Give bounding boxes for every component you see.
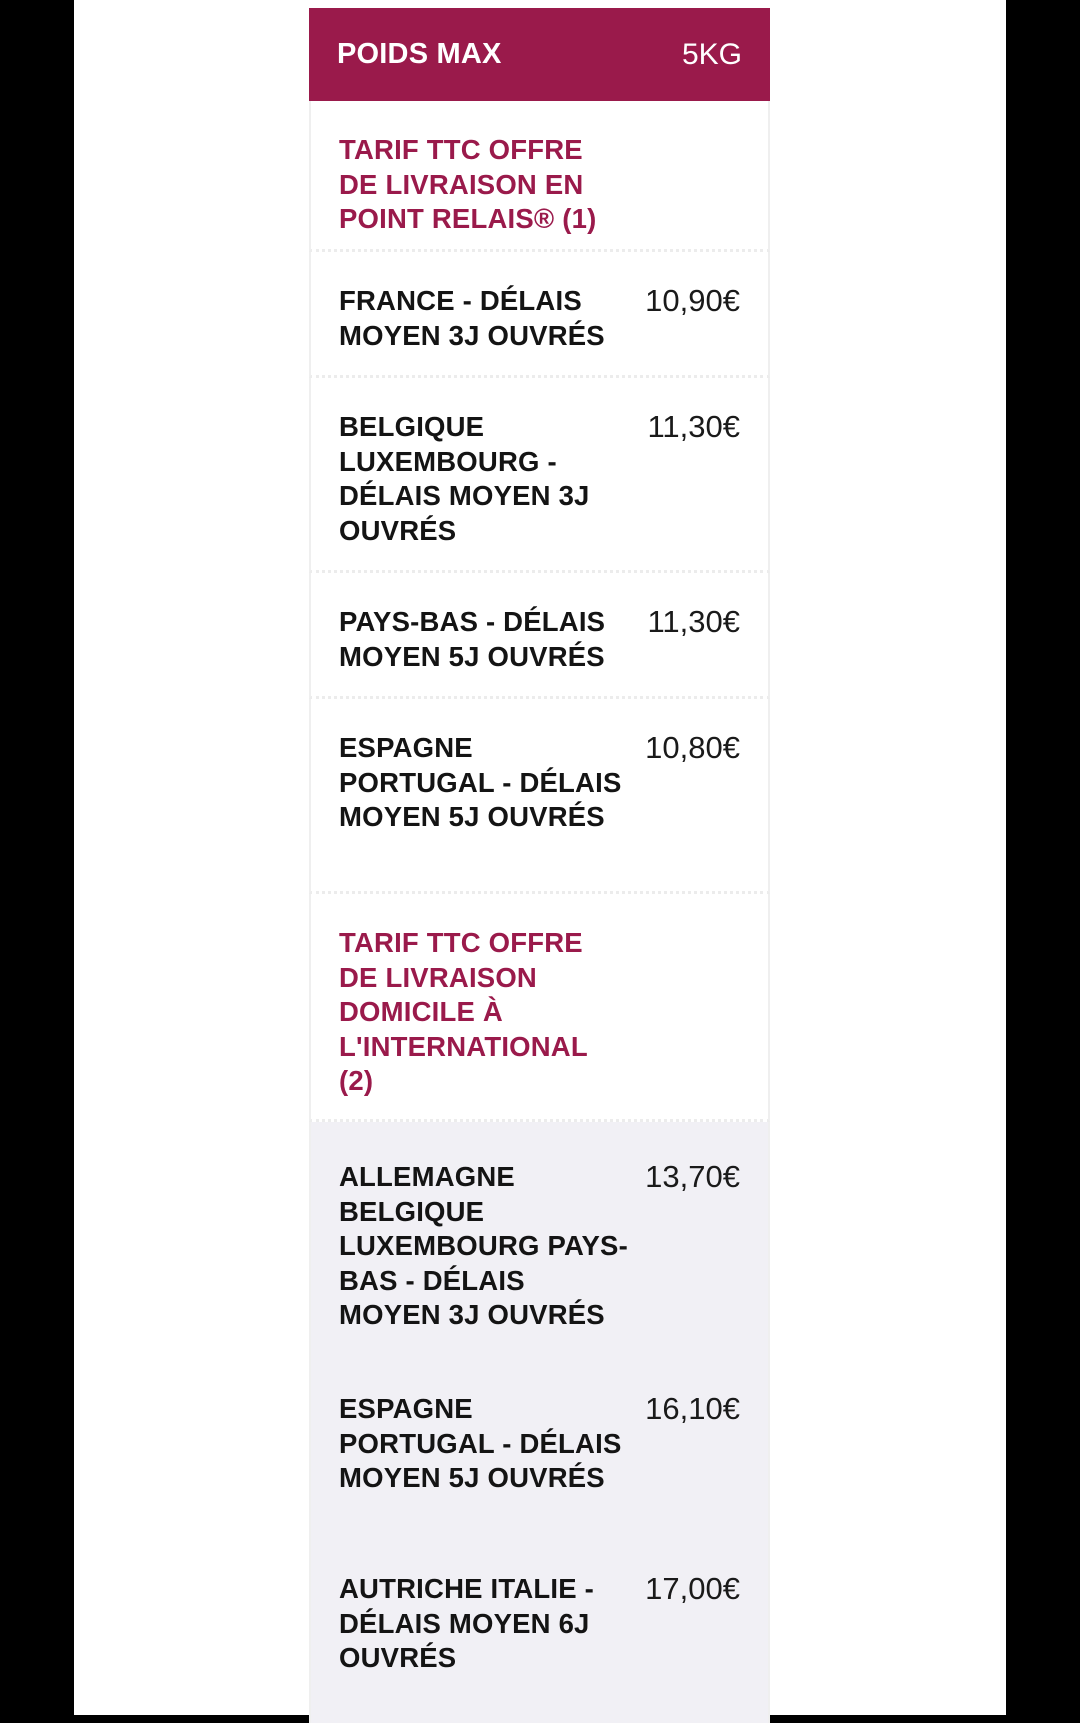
home-section-heading [309, 894, 770, 1122]
page-background [74, 0, 1006, 1715]
max-weight-value: 5KG [681, 37, 742, 71]
table-row [309, 1122, 770, 1352]
row-destination: ALLEMAGNE BELGIQUE LUXEMBOURG PAYS-BAS - DÉLAIS MOYEN 3J OUVRÉS [339, 1161, 628, 1330]
table-header [309, 8, 770, 101]
home-section-title: TARIF TTC OFFRE DE LIVRAISON DOMICILE À L'INTERNATIONAL (2) [339, 927, 588, 1096]
row-destination: ESPAGNE PORTUGAL - DÉLAIS MOYEN 5J OUVRÉS [339, 1393, 622, 1493]
row-price: 10,90€ [645, 283, 740, 318]
table-row [309, 1547, 770, 1723]
row-price: 10,80€ [645, 730, 740, 765]
relay-section-title: TARIF TTC OFFRE DE LIVRAISON EN POINT RELAIS® (1) [339, 134, 597, 234]
row-price: 16,10€ [645, 1391, 740, 1426]
table-row [309, 699, 770, 894]
table-row [309, 573, 770, 699]
row-destination: FRANCE - DÉLAIS MOYEN 3J OUVRÉS [339, 285, 605, 351]
table-row [309, 1352, 770, 1547]
row-price: 17,00€ [645, 1571, 740, 1606]
table-row [309, 378, 770, 573]
row-destination: PAYS-BAS - DÉLAIS MOYEN 5J OUVRÉS [339, 606, 606, 672]
row-destination: AUTRICHE ITALIE - DÉLAIS MOYEN 6J OUVRÉS [339, 1573, 594, 1673]
relay-section-heading [309, 101, 770, 252]
row-price: 13,70€ [645, 1159, 740, 1194]
row-price: 11,30€ [647, 604, 740, 639]
row-destination: BELGIQUE LUXEMBOURG - DÉLAIS MOYEN 3J OUVRÉS [339, 411, 590, 546]
row-price: 11,30€ [647, 409, 740, 444]
shipping-rates-table [309, 8, 770, 1723]
max-weight-label: POIDS MAX [337, 38, 502, 70]
row-destination: ESPAGNE PORTUGAL - DÉLAIS MOYEN 5J OUVRÉS [339, 732, 622, 832]
table-row [309, 252, 770, 378]
